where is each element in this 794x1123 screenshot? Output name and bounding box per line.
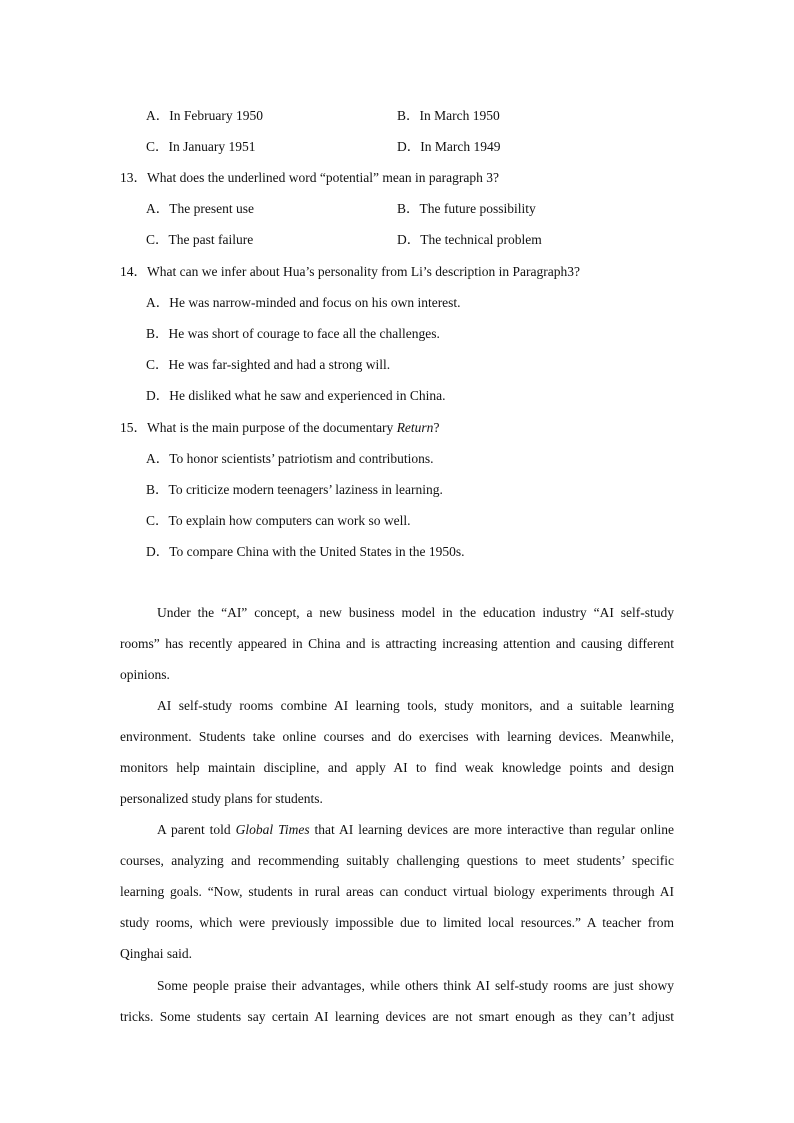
option-text: To honor scientists’ patriotism and contributions. [169, 451, 434, 466]
passage-line: tricks. Some students say certain AI learning devices are not smart enough as they can’t adjust [120, 1009, 674, 1024]
q15-option-b [146, 478, 443, 498]
passage-line: personalized study plans for students. [120, 791, 323, 806]
option-letter: D． [397, 232, 421, 247]
option-text: In March 1950 [419, 108, 500, 123]
passage-text: that AI learning devices are more interactive than regular online [309, 822, 674, 837]
option-letter: A． [146, 451, 170, 466]
q13-option-c [146, 228, 253, 248]
q15-option-a [146, 447, 434, 467]
passage-line [120, 820, 674, 851]
q12-option-a [146, 104, 263, 124]
passage-line: environment. Students take online courses and do exercises with learning devices. Meanwhile, [120, 729, 674, 744]
option-letter: A． [146, 295, 170, 310]
option-letter: D． [397, 139, 421, 154]
q13-option-a [146, 197, 254, 217]
passage-paragraph-3 [120, 820, 674, 975]
option-letter: C． [146, 232, 169, 247]
passage-line: rooms” has recently appeared in China and is attracting increasing attention and causing different [120, 636, 674, 651]
passage-line: study rooms, which were previously impossible due to limited local resources.” A teacher from [120, 915, 674, 930]
option-letter: C． [146, 139, 169, 154]
option-letter: C． [146, 513, 169, 528]
q12-option-b [397, 104, 500, 124]
option-text: He was far-sighted and had a strong will. [168, 357, 391, 372]
option-letter: B． [397, 201, 420, 216]
passage-line: Some people praise their advantages, while others think AI self-study rooms are just showy [157, 978, 674, 993]
q12-option-d [397, 135, 500, 155]
option-text: He was short of courage to face all the challenges. [168, 326, 440, 341]
option-letter: B． [146, 326, 169, 341]
option-letter: D． [146, 544, 170, 559]
publication-name: Global Times [235, 822, 310, 837]
q14-option-b [146, 322, 440, 342]
documentary-title: Return [396, 420, 434, 435]
option-letter: A． [146, 201, 170, 216]
option-text: He was narrow-minded and focus on his own interest. [169, 295, 461, 310]
option-text: The technical problem [420, 232, 542, 247]
passage-line: Qinghai said. [120, 946, 192, 961]
q14-option-c [146, 353, 390, 373]
option-text: To criticize modern teenagers’ laziness in learning. [168, 482, 443, 497]
q14-stem: 14．What can we infer about Hua’s personality from Li’s description in Paragraph3? [120, 264, 580, 279]
option-text: The present use [169, 201, 254, 216]
q13-option-b [397, 197, 536, 217]
option-text: He disliked what he saw and experienced in China. [169, 388, 446, 403]
option-letter: A． [146, 108, 170, 123]
passage-line: monitors help maintain discipline, and apply AI to find weak knowledge points and design [120, 760, 674, 775]
q14-option-d [146, 384, 446, 404]
option-text: In February 1950 [169, 108, 263, 123]
q14-option-a [146, 291, 461, 311]
q15-option-d [146, 540, 465, 560]
passage-paragraph-4 [120, 976, 674, 1038]
option-text: To explain how computers can work so well. [168, 513, 411, 528]
option-text: In March 1949 [420, 139, 501, 154]
option-letter: B． [146, 482, 169, 497]
q13-option-d [397, 228, 542, 248]
q15-option-c [146, 509, 411, 529]
option-text: The past failure [168, 232, 254, 247]
passage-line: courses, analyzing and recommending suitably challenging questions to meet students’ specific [120, 853, 674, 868]
passage-line: opinions. [120, 667, 170, 682]
option-letter: C． [146, 357, 169, 372]
q15-stem-prefix: 15．What is the main purpose of the documentary [120, 420, 397, 435]
q15-stem [120, 416, 439, 436]
q12-option-c [146, 135, 256, 155]
q15-stem-suffix: ? [433, 420, 440, 435]
option-text: The future possibility [419, 201, 536, 216]
option-letter: D． [146, 388, 170, 403]
q13-stem: 13．What does the underlined word “potential” mean in paragraph 3? [120, 170, 499, 185]
passage-line: Under the “AI” concept, a new business model in the education industry “AI self-study [157, 605, 674, 620]
option-text: In January 1951 [168, 139, 256, 154]
passage-paragraph-2 [120, 696, 674, 820]
passage-line: AI self-study rooms combine AI learning tools, study monitors, and a suitable learning [157, 698, 674, 713]
passage-line: learning goals. “Now, students in rural areas can conduct virtual biology experiments through AI [120, 884, 674, 899]
passage-text: A parent told [157, 822, 236, 837]
passage-paragraph-1 [120, 603, 674, 696]
option-text: To compare China with the United States in the 1950s. [169, 544, 465, 559]
option-letter: B． [397, 108, 420, 123]
